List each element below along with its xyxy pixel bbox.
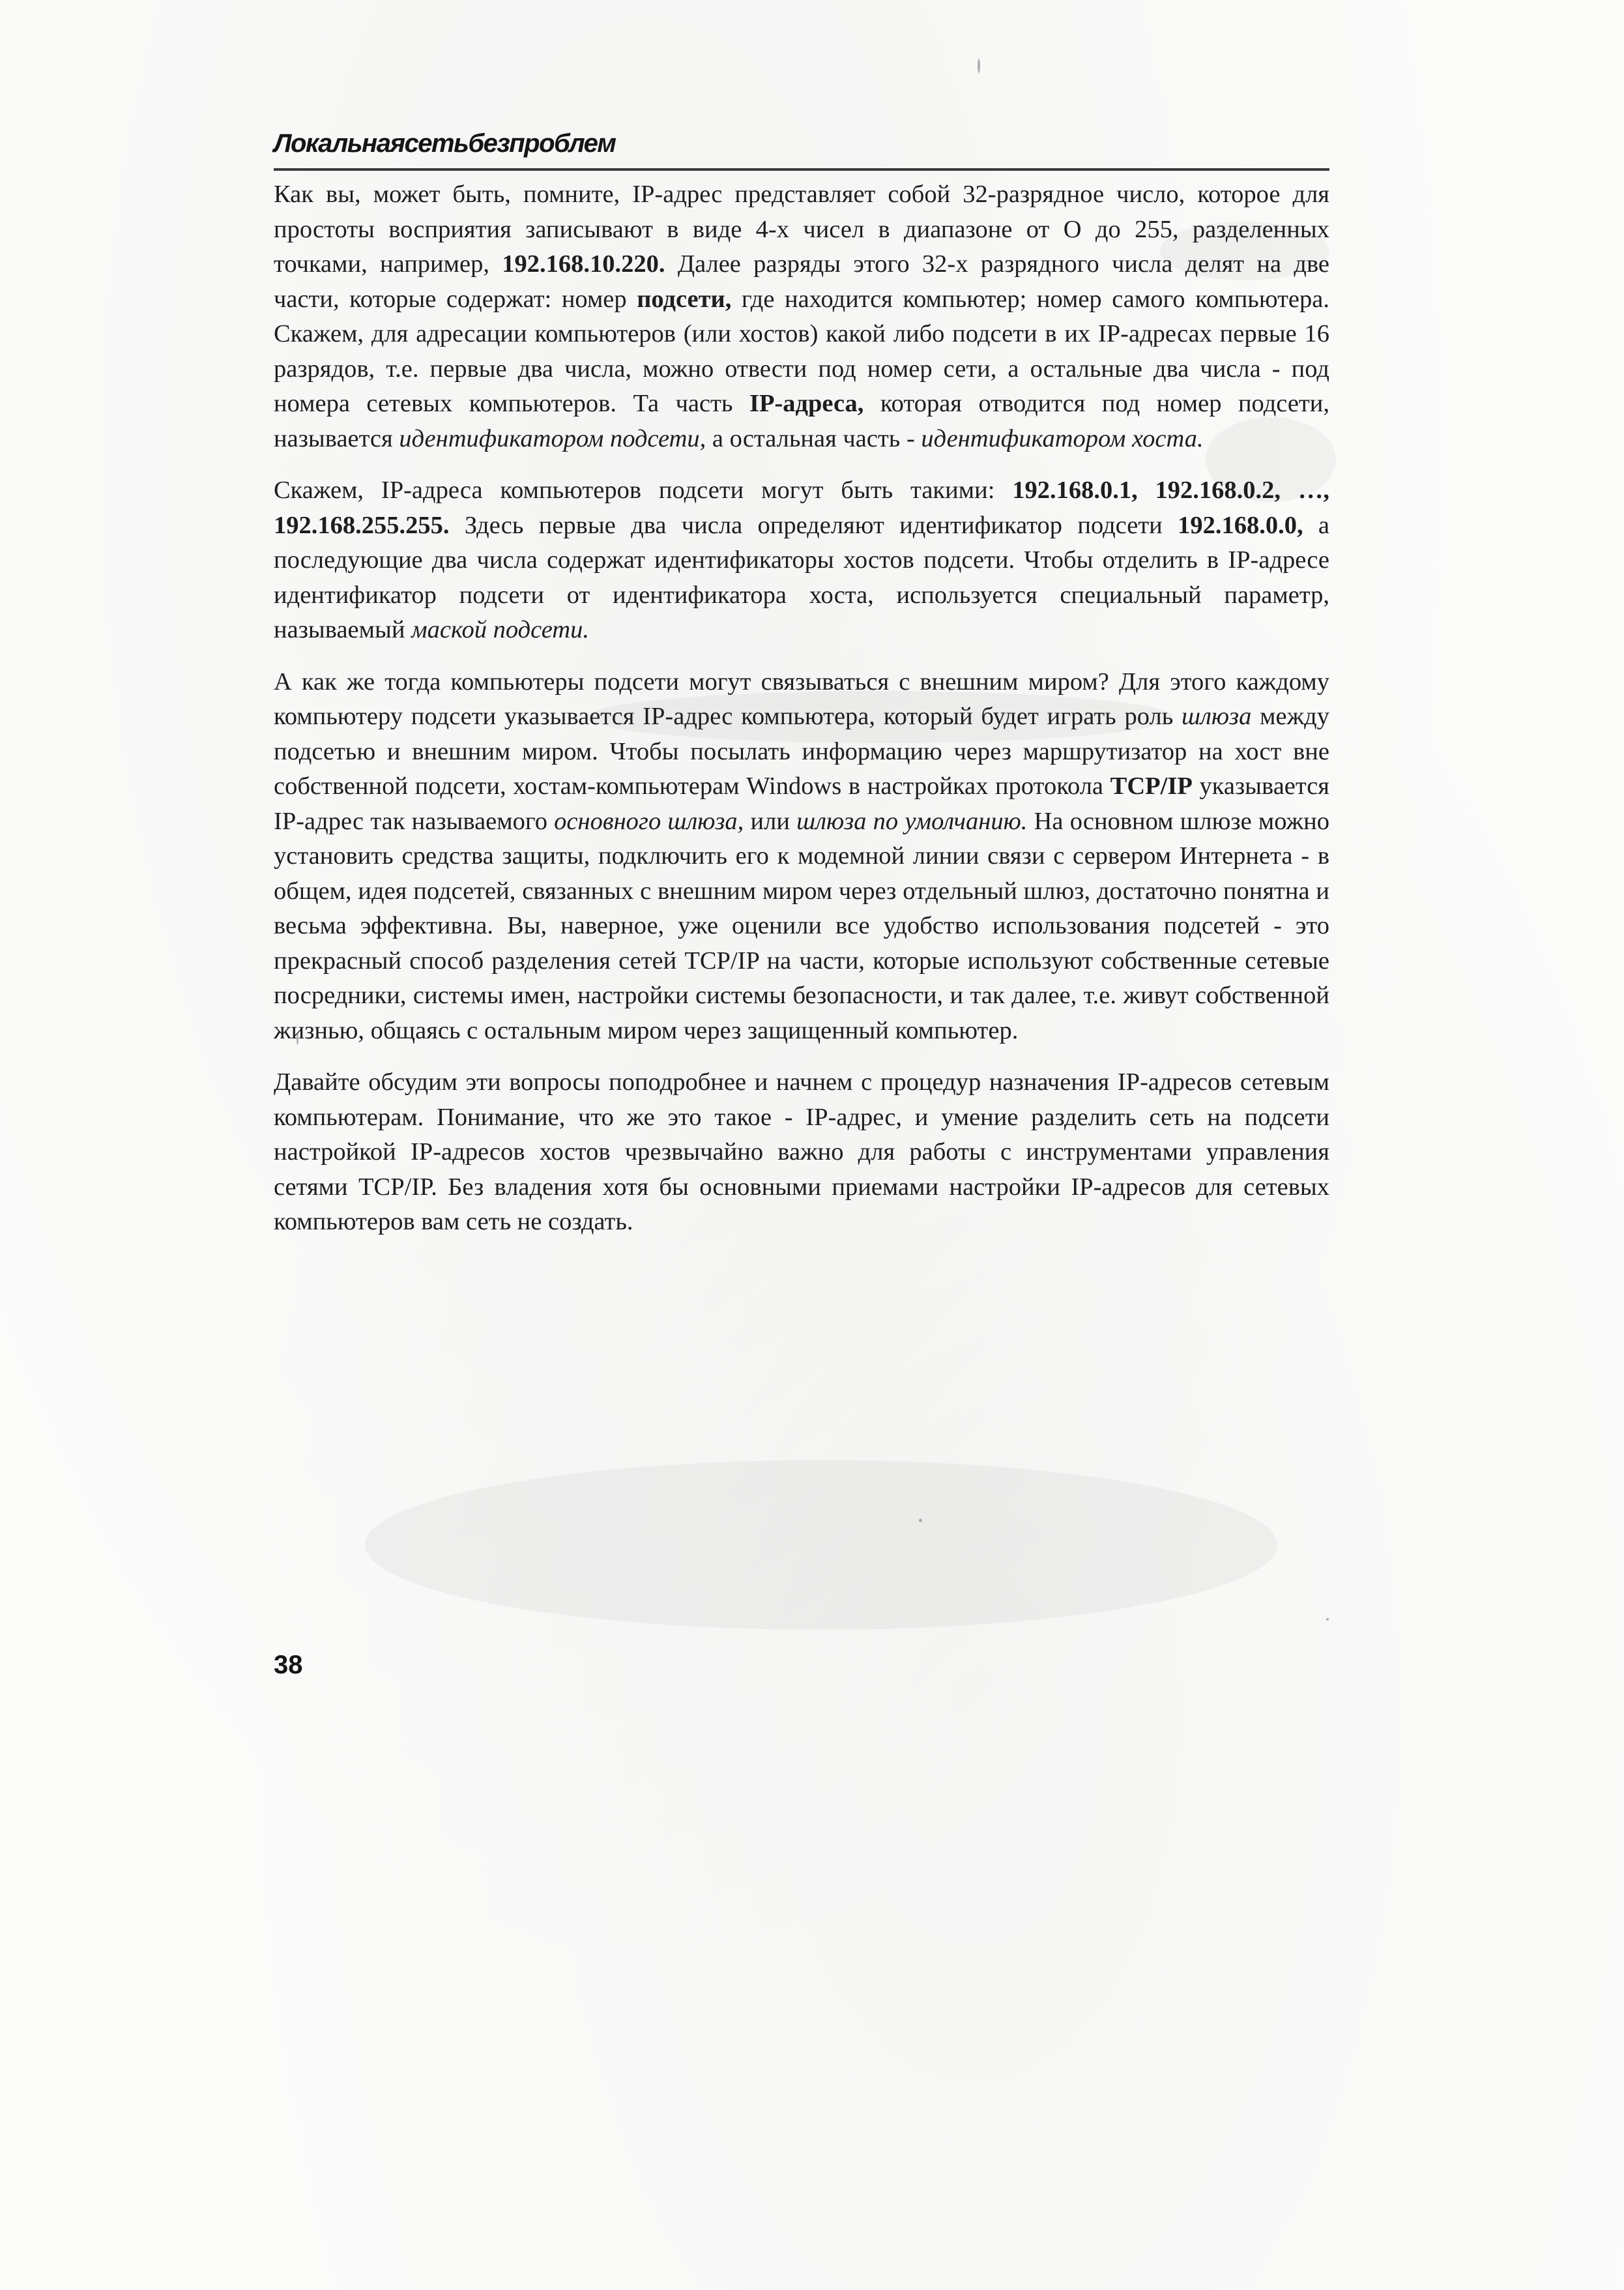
scan-speck [978, 59, 980, 73]
page-number: 38 [274, 1651, 303, 1679]
paragraph [274, 473, 1329, 648]
text-run-normal: а остальная часть - [706, 424, 921, 452]
text-run-normal: между подсетью и внешним миром. Чтобы посылать информацию через маршрутизатор на хост вне собственной подсети, хостам-компьютерам Windows в настройках протокола [274, 703, 1330, 800]
text-run-italic: шлюза [1182, 703, 1252, 730]
text-run-normal: А как же тогда компьютеры подсети могут связываться с внешним миром? Для этого каждому компьютеру подсети указывается IP-адрес компьютера, который будет играть роль [274, 668, 1329, 730]
text-run-bold: 192.168.10.220. [502, 250, 665, 278]
scan-speck [919, 1519, 922, 1522]
text-run-normal: а последующие два числа содержат идентификаторы хостов подсети. Чтобы отделить в IP-адресе идентификатор подсети от идентификатора хоста, используется специальный параметр, называемый [274, 511, 1329, 643]
text-run-italic: маской подсети. [411, 616, 589, 643]
text-run-normal: Скажем, IP-адреса компьютеров подсети могут быть такими: [274, 477, 1013, 504]
text-run-bold: TCP/IP [1110, 772, 1193, 800]
paragraph [274, 665, 1329, 1049]
text-run-bold: 192.168.0.1, 192.168.0.2, …, 192.168.255.255. [274, 477, 1330, 539]
text-run-normal: Давайте обсудим эти вопросы поподробнее и начнем с процедур назначения IP-адресов сетевым компьютерам. Понимание, что же это такое - IP-адрес, и умение разделить сеть на подсети настройкой IP-адресов хостов чрезвычайно важно для работы с инструментами управления сетями TCP/IP. Без владения хотя бы основными приемами настройки IP-адресов для сетевых компьютеров вам сеть не создать. [274, 1068, 1329, 1235]
text-run-bold: 192.168.0.0, [1178, 511, 1303, 539]
paragraph [274, 1065, 1329, 1240]
text-run-italic: основного шлюза, [554, 807, 744, 835]
running-head-title: Локальнаясетьбезпроблем [274, 129, 616, 158]
text-run-normal: которая отводится под номер подсети, называется [274, 390, 1329, 452]
text-run-normal: где находится компьютер; номер самого компьютера. Скажем, для адресации компьютеров (или хостов) какой либо подсети в их IP-адресах первые 16 разрядов, т.е. первые два числа, можно отвести под номер сети, а остальные два числа - под номера сетевых компьютеров. Та часть [274, 285, 1329, 417]
text-run-normal: Как вы, может быть, помните, IP-адрес представляет собой 32-разрядное число, которое для простоты восприятия записывают в виде 4-х чисел в диапазоне от О до 255, разделенных точками, например, [274, 181, 1329, 278]
text-run-normal: или [744, 807, 797, 835]
text-run-normal: указывается IP-адрес так называемого [274, 772, 1329, 835]
text-run-normal: На основном шлюзе можно установить средства защиты, подключить его к модемной линии связи с сервером Интернета - в общем, идея подсетей, связанных с внешним миром через отдельный шлюз, достаточно понятна и весьма эффективна. Вы, наверное, уже оценили все удобство использования подсетей - это прекрасный способ разделения сетей TCP/IP на части, которые используют собственные сетевые посредники, системы имен, настройки системы безопасности, и так далее, т.е. живут собственной жизнью, общаясь с остальным миром через защищенный компьютер. [274, 807, 1329, 1044]
bleed-through-smudge [365, 1460, 1277, 1630]
text-run-bold: подсети, [637, 285, 732, 313]
paragraph [274, 177, 1329, 456]
scan-speck [1326, 1618, 1329, 1621]
text-run-italic: идентификатором подсети, [399, 424, 706, 452]
text-run-normal: Здесь первые два числа определяют идентификатор подсети [449, 511, 1178, 539]
body-text [274, 177, 1329, 1257]
text-run-bold: IP-адреса, [749, 390, 864, 417]
running-head [274, 128, 1329, 171]
text-run-normal: Далее разряды этого 32-х разрядного числа делят на две части, которые содержат: номер [274, 250, 1329, 313]
text-run-italic: шлюза по умолчанию. [796, 807, 1028, 835]
text-run-italic: идентификатором хоста. [921, 424, 1204, 452]
